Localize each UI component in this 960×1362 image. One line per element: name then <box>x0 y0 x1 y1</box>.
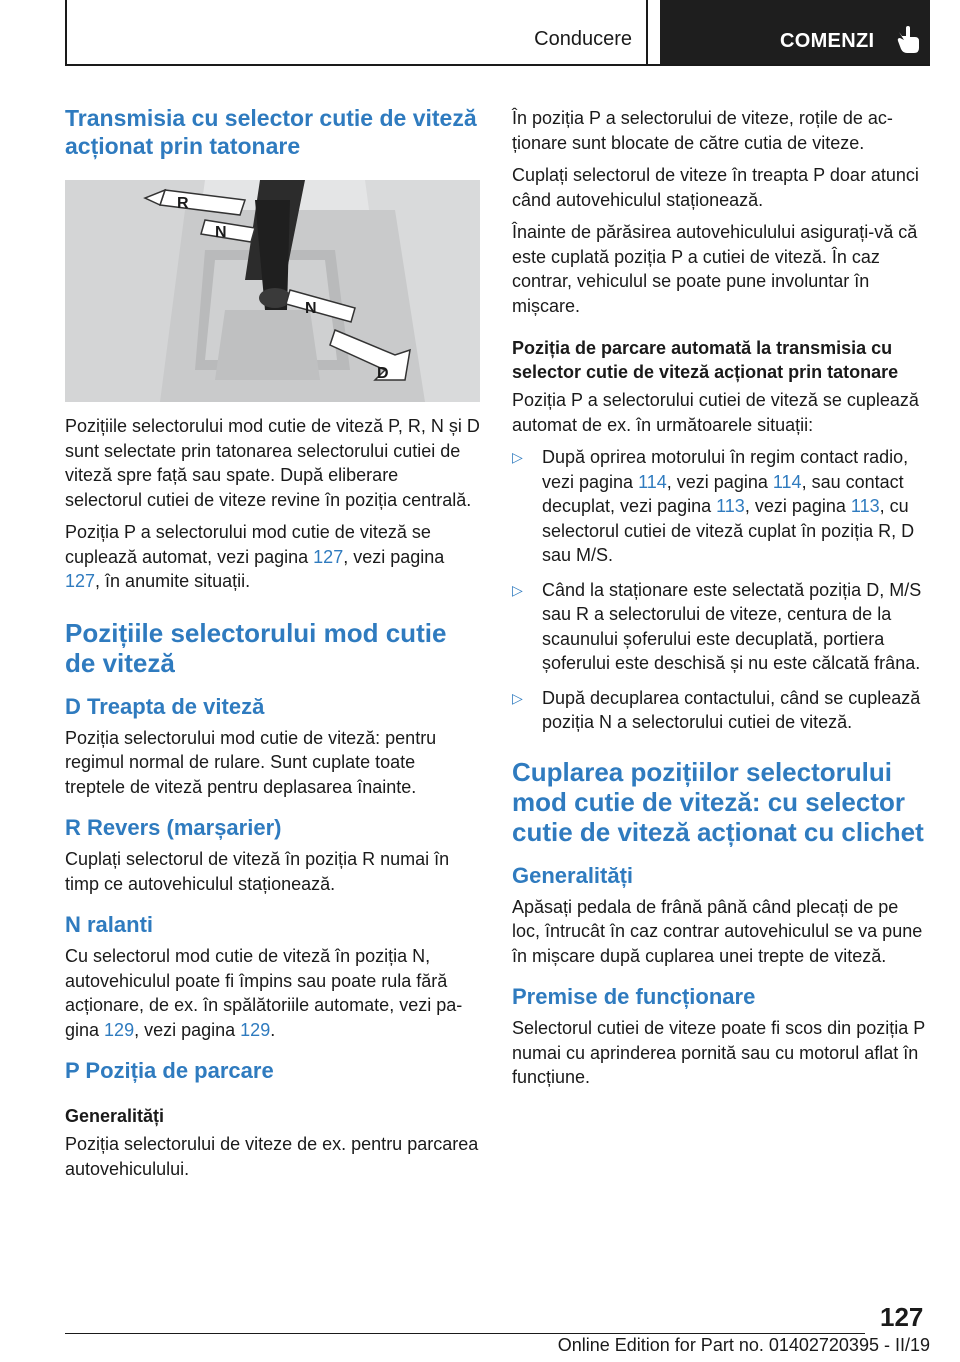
list-item <box>512 445 927 568</box>
paragraph-park: Poziția selectorului de viteze de ex. pentru parcarea autovehiculului. <box>65 1134 479 1179</box>
text-fragment: , vezi pagina <box>134 1019 241 1040</box>
heading-drive: D Treapta de viteză <box>65 693 265 719</box>
header-section-box <box>65 0 648 64</box>
paragraph-premise: Selectorul cutiei de viteze poate fi scos din poziția P numai cu aprinderea pornită sau cu motorul aflat în funcțiune. <box>512 1018 925 1087</box>
auto-park-list <box>512 445 927 735</box>
page-link-114-b[interactable]: 114 <box>772 471 802 492</box>
text-fragment: , vezi pagina <box>666 471 773 492</box>
text-fragment: . <box>270 1019 276 1040</box>
triangle-bullet-icon: ▷ <box>512 689 523 706</box>
text-fragment: Cu selectorul mod cutie de viteză în poziția N, autovehiculul poate fi împins sau poate rula fără acționare, de ex. în spălătoriile automate, vezi pagina <box>65 946 463 1040</box>
gear-selector-drawing <box>65 180 480 402</box>
figure-letter-d: D <box>377 365 389 382</box>
text-fragment: Poziția P a selectorului mod cutie de viteză se cuplează automat, vezi pagina <box>65 522 431 567</box>
text-fragment: Când la staționare este selectată poziția D, M/S sau R a selectorului de viteze, centura de la scaunului șoferului este decuplată, portiera șoferului este deschisă și nu este călcată frâna. <box>542 579 922 673</box>
paragraph-park-2: Cuplați selectorul de viteze în treapta P doar atunci când autovehiculul staționează. <box>512 165 919 210</box>
text-fragment: , vezi pagina <box>343 546 445 567</box>
heading-neutral: N ralanti <box>65 912 154 937</box>
intro-paragraph-1: Pozițiile selectorului mod cutie de viteză P, R, N și D sunt selectate prin tatonarea selectorului cutiei de viteză spre față sau spate. După eliberare selectorul cutiei de viteze revine în poziția centrală. <box>65 416 480 510</box>
gear-selector-illustration <box>65 180 480 402</box>
page-link-127-b[interactable]: 127 <box>65 571 96 591</box>
triangle-bullet-icon: ▷ <box>512 449 523 465</box>
triangle-bullet-icon: ▷ <box>512 581 523 598</box>
list-item <box>512 686 927 735</box>
left-column <box>65 100 480 1189</box>
hand-pointer-icon <box>896 26 920 54</box>
text-fragment: După oprirea motorului în regim contact radio, vezi pagina <box>542 447 909 492</box>
footer-edition: Online Edition for Part no. 01402720395 - II/19 <box>557 1335 930 1355</box>
heading-park: P Poziția de parcare <box>65 1058 274 1083</box>
figure-letter-n-top: N <box>215 224 227 241</box>
intro-paragraph-2 <box>65 520 480 594</box>
paragraph-auto-park: Poziția P a selectorului cutiei de viteză se cuplează automat de ex. în următoarele situații: <box>512 390 919 435</box>
header-section-title: Conducere <box>534 28 632 50</box>
header-chapter-title: COMENZI <box>780 30 875 52</box>
right-column <box>512 106 927 1098</box>
page-number: 127 <box>880 1302 924 1332</box>
page-link-127-a[interactable]: 127 <box>313 546 344 567</box>
paragraph-park-3: Înainte de părăsirea autovehiculului asigurați-vă că este cuplată poziția P a cutiei de viteză. În caz contrar, vehiculul se poate pune involuntar în mișcare. <box>512 222 918 316</box>
paragraph-general: Apăsați pedala de frână până când plecați de pe loc, întrucât în caz contrar autovehiculul se va pune în mișcare după cuplarea unei trepte de viteză. <box>512 896 923 966</box>
heading-park-general: Generalități <box>65 1106 165 1126</box>
list-item <box>512 578 927 676</box>
heading-premise: Premise de funcționare <box>512 984 756 1009</box>
page-link-114-a[interactable]: 114 <box>638 471 667 492</box>
paragraph-drive: Poziția selectorului mod cutie de viteză: pentru regimul normal de rulare. Sunt cuplate toate treptele de viteză pentru deplasarea înainte. <box>65 727 437 797</box>
figure-letter-n-bottom: N <box>305 300 317 317</box>
heading-reverse: R Revers (marșarier) <box>65 815 282 840</box>
heading-auto-park: Poziția de parcare automată la transmisia cu selector cutie de viteză acționat prin tatonare <box>512 338 899 382</box>
heading-general: Generalități <box>512 862 634 888</box>
paragraph-reverse: Cuplați selectorul de viteză în poziția R numai în timp ce autovehiculul staționează. <box>65 849 450 894</box>
footer-rule <box>65 1333 865 1334</box>
text-fragment: După decuplarea contactului, când se cuplează poziția N a selectorului cutiei de viteză. <box>542 687 921 732</box>
section-title: Transmisia cu selector cutie de viteză acționat prin tatonare <box>65 105 477 159</box>
paragraph-park-1: În poziția P a selectorului de viteze, roțile de acționare sunt blocate de către cutia de viteze. <box>512 108 893 153</box>
page-link-129-a[interactable]: 129 <box>104 1019 135 1040</box>
paragraph-neutral <box>65 944 480 1042</box>
text-fragment: , vezi pagina <box>744 496 851 516</box>
heading-positions: Pozițiile selectorului mod cutie de viteză <box>65 617 447 678</box>
heading-clichet: Cuplarea pozițiilor selectorului mod cutie de viteză: cu selector cutie de viteză acționat cu clichet <box>512 756 924 847</box>
figure-letter-r: R <box>177 195 189 212</box>
page-link-113-b[interactable]: 113 <box>850 496 880 516</box>
page-link-129-b[interactable]: 129 <box>240 1019 271 1040</box>
page-link-113-a[interactable]: 113 <box>716 496 745 516</box>
text-fragment: , sau contact decuplat, vezi pagina <box>542 471 904 516</box>
text-fragment: , cu selectorul cutiei de viteză cuplat în poziția R, D sau M/S. <box>542 496 915 565</box>
text-fragment: , în anumite situații. <box>95 571 251 591</box>
header-rule <box>65 64 930 66</box>
header-chapter-tab[interactable] <box>660 0 930 64</box>
